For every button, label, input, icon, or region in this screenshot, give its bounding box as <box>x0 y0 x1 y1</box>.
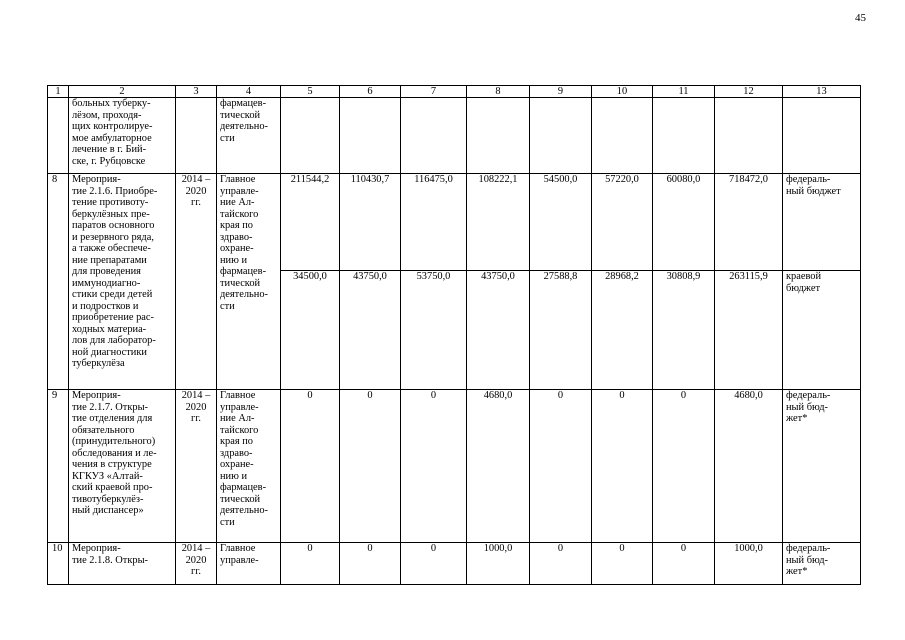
value-cell-total: 1000,0 <box>715 543 783 585</box>
measure-description: больных туберку- лёзом, проходя- щих контролируе- мое амбулаторное лечение в г. Бий- ске, г. Рубцовске <box>69 98 176 174</box>
funding-source: федераль- ный бюджет <box>783 174 861 271</box>
executor: Главное управле- <box>217 543 281 585</box>
value-cell: 0 <box>592 543 653 585</box>
value-cell-total: 263115,9 <box>715 271 783 390</box>
value-cell-total: 4680,0 <box>715 390 783 543</box>
value-cell: 54500,0 <box>530 174 592 271</box>
funding-source: федераль- ный бюд- жет* <box>783 390 861 543</box>
header-cell: 6 <box>340 86 401 98</box>
funding-source: краевой бюджет <box>783 271 861 390</box>
measure-description: Мероприя- тие 2.1.6. Приобре- тение противоту- беркулёзных пре- паратов основного и резервного ряда, а также обеспече- ние препаратами для проведения иммунодиагно- стики среди детей и подростков и приобретение рас- ходных материа- лов для лаборатор- ной диагностики туберкулёза <box>69 174 176 390</box>
header-cell: 9 <box>530 86 592 98</box>
header-cell: 7 <box>401 86 467 98</box>
value-cell: 60080,0 <box>653 174 715 271</box>
budget-table <box>47 85 861 585</box>
header-cell: 1 <box>48 86 69 98</box>
value-cell: 0 <box>340 543 401 585</box>
value-cell: 43750,0 <box>340 271 401 390</box>
value-cell: 4680,0 <box>467 390 530 543</box>
value-cell: 110430,7 <box>340 174 401 271</box>
value-cell: 0 <box>340 390 401 543</box>
table-row <box>48 174 861 271</box>
header-cell: 10 <box>592 86 653 98</box>
header-cell: 11 <box>653 86 715 98</box>
row-number: 10 <box>48 543 69 585</box>
page-number: 45 <box>855 12 866 24</box>
table-row <box>48 543 861 585</box>
value-cell: 27588,8 <box>530 271 592 390</box>
value-cell: 53750,0 <box>401 271 467 390</box>
value-cell: 28968,2 <box>592 271 653 390</box>
row-number: 9 <box>48 390 69 543</box>
value-cell: 116475,0 <box>401 174 467 271</box>
table-row-continued <box>48 98 861 174</box>
value-cell: 0 <box>530 543 592 585</box>
measure-description: Мероприя- тие 2.1.8. Откры- <box>69 543 176 585</box>
value-cell: 0 <box>592 390 653 543</box>
value-cell: 0 <box>281 390 340 543</box>
value-cell: 0 <box>401 543 467 585</box>
value-cell: 57220,0 <box>592 174 653 271</box>
executor: Главное управле- ние Ал- тайского края по здраво- охране- нию и фармацев- тической деятельно- сти <box>217 390 281 543</box>
value-cell: 0 <box>653 543 715 585</box>
value-cell: 43750,0 <box>467 271 530 390</box>
value-cell: 34500,0 <box>281 271 340 390</box>
value-cell-total: 718472,0 <box>715 174 783 271</box>
period: 2014 – 2020 гг. <box>176 543 217 585</box>
value-cell: 1000,0 <box>467 543 530 585</box>
header-cell: 12 <box>715 86 783 98</box>
header-cell: 3 <box>176 86 217 98</box>
header-cell: 8 <box>467 86 530 98</box>
value-cell: 0 <box>281 543 340 585</box>
header-cell: 4 <box>217 86 281 98</box>
column-number-header <box>48 86 861 98</box>
measure-description: Мероприя- тие 2.1.7. Откры- тие отделения для обязательного (принудительного) обследования и ле- чения в структуре КГКУЗ «Алтай- ский краевой про- тивотуберкулёз- ный диспансер» <box>69 390 176 543</box>
value-cell: 0 <box>530 390 592 543</box>
value-cell: 108222,1 <box>467 174 530 271</box>
executor: фармацев- тической деятельно- сти <box>217 98 281 174</box>
value-cell: 211544,2 <box>281 174 340 271</box>
period: 2014 – 2020 гг. <box>176 174 217 390</box>
header-cell: 2 <box>69 86 176 98</box>
table-row <box>48 390 861 543</box>
row-number: 8 <box>48 174 69 390</box>
value-cell: 0 <box>653 390 715 543</box>
value-cell: 30808,9 <box>653 271 715 390</box>
period: 2014 – 2020 гг. <box>176 390 217 543</box>
funding-source: федераль- ный бюд- жет* <box>783 543 861 585</box>
executor: Главное управле- ние Ал- тайского края по здраво- охране- нию и фармацев- тической деятельно- сти <box>217 174 281 390</box>
header-cell: 13 <box>783 86 861 98</box>
header-cell: 5 <box>281 86 340 98</box>
value-cell: 0 <box>401 390 467 543</box>
